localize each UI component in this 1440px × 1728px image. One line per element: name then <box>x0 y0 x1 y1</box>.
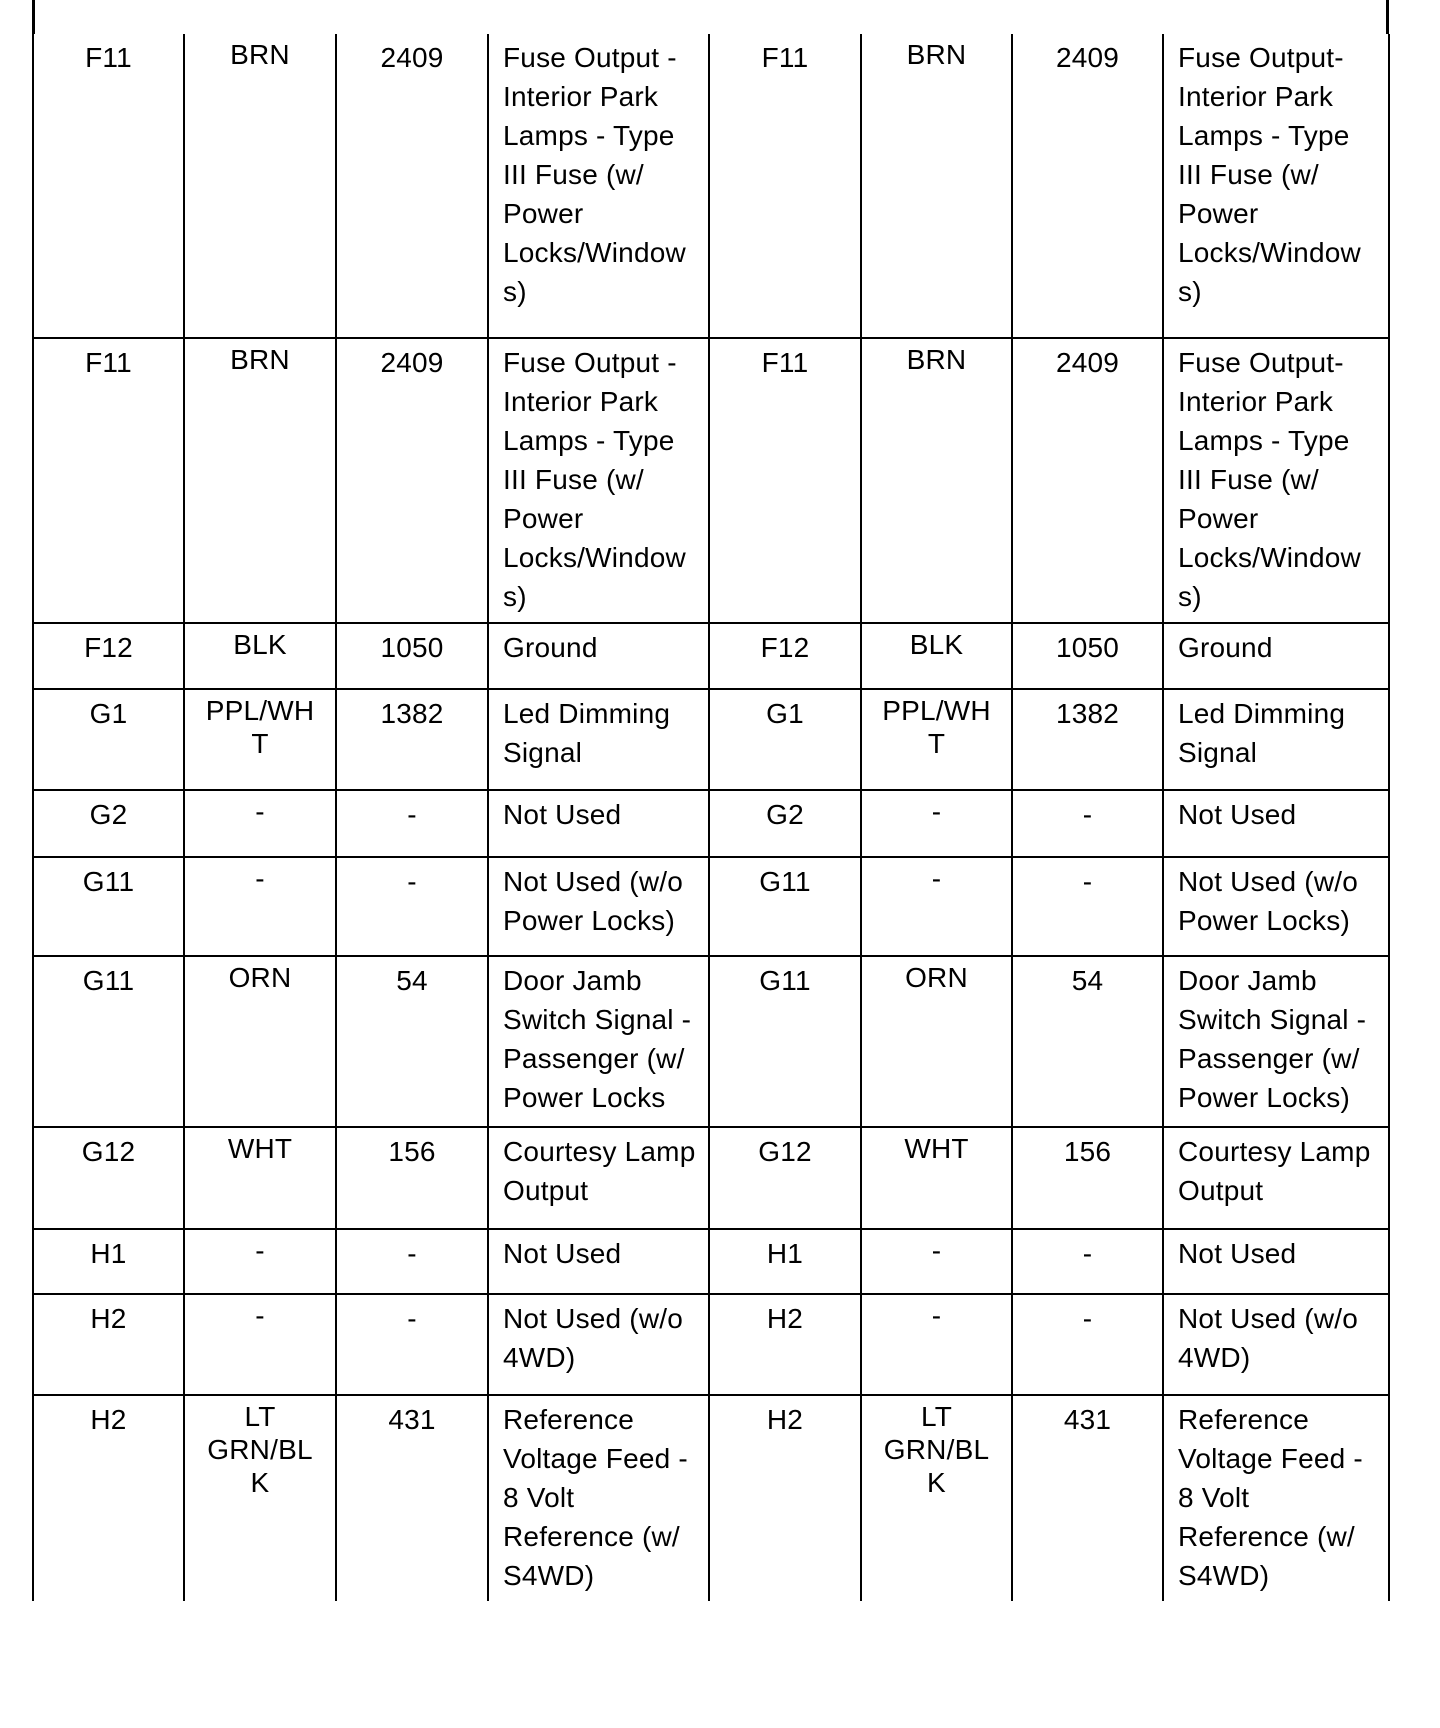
table-row <box>33 1127 1389 1229</box>
right-wire-color-cell: PPL/WH T <box>861 689 1012 790</box>
right-wire-color-cell: BRN <box>861 338 1012 623</box>
table-body <box>33 34 1389 1601</box>
left-pin-cell: H2 <box>33 1395 184 1601</box>
right-circuit-number-cell: 1050 <box>1012 623 1163 689</box>
right-function-cell: Fuse Output- Interior Park Lamps - Type III Fuse (w/ Power Locks/Window s) <box>1163 34 1389 338</box>
left-function-cell: Led Dimming Signal <box>488 689 709 790</box>
left-wire-color-cell: - <box>184 857 336 956</box>
left-function-cell: Courtesy Lamp Output <box>488 1127 709 1229</box>
right-wire-color-cell: ORN <box>861 956 1012 1127</box>
table-row <box>33 1294 1389 1395</box>
left-pin-cell: G2 <box>33 790 184 857</box>
right-pin-cell: H2 <box>709 1395 861 1601</box>
left-pin-cell: G11 <box>33 857 184 956</box>
right-wire-color-cell: LT GRN/BL K <box>861 1395 1012 1601</box>
left-wire-color-cell: - <box>184 1294 336 1395</box>
right-wire-color-cell: BRN <box>861 34 1012 338</box>
right-pin-cell: F11 <box>709 34 861 338</box>
left-circuit-number-cell: 2409 <box>336 34 488 338</box>
table-row <box>33 1395 1389 1601</box>
table-row <box>33 857 1389 956</box>
left-circuit-number-cell: 1050 <box>336 623 488 689</box>
left-wire-color-cell: WHT <box>184 1127 336 1229</box>
left-circuit-number-cell: 156 <box>336 1127 488 1229</box>
left-wire-color-cell: ORN <box>184 956 336 1127</box>
right-pin-cell: F11 <box>709 338 861 623</box>
table-row <box>33 338 1389 623</box>
table-top-border-stub <box>1386 0 1389 34</box>
left-wire-color-cell: BRN <box>184 34 336 338</box>
table-row <box>33 956 1389 1127</box>
left-wire-color-cell: - <box>184 1229 336 1294</box>
right-wire-color-cell: - <box>861 1229 1012 1294</box>
left-pin-cell: F11 <box>33 34 184 338</box>
left-pin-cell: G12 <box>33 1127 184 1229</box>
right-circuit-number-cell: 156 <box>1012 1127 1163 1229</box>
right-circuit-number-cell: - <box>1012 1294 1163 1395</box>
left-function-cell: Ground <box>488 623 709 689</box>
table-top-border-stub <box>32 0 35 34</box>
right-function-cell: Fuse Output- Interior Park Lamps - Type III Fuse (w/ Power Locks/Window s) <box>1163 338 1389 623</box>
right-circuit-number-cell: 431 <box>1012 1395 1163 1601</box>
right-pin-cell: H1 <box>709 1229 861 1294</box>
left-pin-cell: F12 <box>33 623 184 689</box>
left-function-cell: Not Used <box>488 1229 709 1294</box>
table-row <box>33 790 1389 857</box>
left-wire-color-cell: BRN <box>184 338 336 623</box>
right-function-cell: Not Used <box>1163 1229 1389 1294</box>
left-wire-color-cell: BLK <box>184 623 336 689</box>
right-wire-color-cell: - <box>861 857 1012 956</box>
right-function-cell: Ground <box>1163 623 1389 689</box>
right-wire-color-cell: WHT <box>861 1127 1012 1229</box>
table-row <box>33 689 1389 790</box>
right-circuit-number-cell: 2409 <box>1012 338 1163 623</box>
left-function-cell: Fuse Output - Interior Park Lamps - Type III Fuse (w/ Power Locks/Window s) <box>488 338 709 623</box>
right-function-cell: Door Jamb Switch Signal - Passenger (w/ Power Locks) <box>1163 956 1389 1127</box>
right-wire-color-cell: BLK <box>861 623 1012 689</box>
left-function-cell: Not Used (w/o 4WD) <box>488 1294 709 1395</box>
right-pin-cell: G1 <box>709 689 861 790</box>
right-circuit-number-cell: - <box>1012 790 1163 857</box>
left-function-cell: Reference Voltage Feed - 8 Volt Reference (w/ S4WD) <box>488 1395 709 1601</box>
right-circuit-number-cell: - <box>1012 1229 1163 1294</box>
left-circuit-number-cell: 1382 <box>336 689 488 790</box>
right-wire-color-cell: - <box>861 1294 1012 1395</box>
table-row <box>33 1229 1389 1294</box>
left-pin-cell: G11 <box>33 956 184 1127</box>
right-pin-cell: G12 <box>709 1127 861 1229</box>
right-function-cell: Reference Voltage Feed - 8 Volt Reference (w/ S4WD) <box>1163 1395 1389 1601</box>
right-circuit-number-cell: 54 <box>1012 956 1163 1127</box>
right-pin-cell: G2 <box>709 790 861 857</box>
left-circuit-number-cell: - <box>336 1229 488 1294</box>
right-function-cell: Not Used (w/o Power Locks) <box>1163 857 1389 956</box>
left-pin-cell: H2 <box>33 1294 184 1395</box>
left-wire-color-cell: PPL/WH T <box>184 689 336 790</box>
right-function-cell: Not Used <box>1163 790 1389 857</box>
left-circuit-number-cell: - <box>336 1294 488 1395</box>
left-pin-cell: H1 <box>33 1229 184 1294</box>
left-circuit-number-cell: - <box>336 857 488 956</box>
left-circuit-number-cell: - <box>336 790 488 857</box>
left-circuit-number-cell: 2409 <box>336 338 488 623</box>
right-pin-cell: G11 <box>709 857 861 956</box>
right-circuit-number-cell: 2409 <box>1012 34 1163 338</box>
table-row <box>33 34 1389 338</box>
table-row <box>33 623 1389 689</box>
right-pin-cell: F12 <box>709 623 861 689</box>
right-pin-cell: G11 <box>709 956 861 1127</box>
right-function-cell: Not Used (w/o 4WD) <box>1163 1294 1389 1395</box>
right-circuit-number-cell: 1382 <box>1012 689 1163 790</box>
connector-pinout-table <box>32 34 1390 1601</box>
left-function-cell: Door Jamb Switch Signal - Passenger (w/ Power Locks <box>488 956 709 1127</box>
left-pin-cell: G1 <box>33 689 184 790</box>
left-function-cell: Fuse Output - Interior Park Lamps - Type III Fuse (w/ Power Locks/Window s) <box>488 34 709 338</box>
right-function-cell: Courtesy Lamp Output <box>1163 1127 1389 1229</box>
right-circuit-number-cell: - <box>1012 857 1163 956</box>
left-pin-cell: F11 <box>33 338 184 623</box>
left-wire-color-cell: - <box>184 790 336 857</box>
right-wire-color-cell: - <box>861 790 1012 857</box>
left-wire-color-cell: LT GRN/BL K <box>184 1395 336 1601</box>
right-pin-cell: H2 <box>709 1294 861 1395</box>
left-circuit-number-cell: 54 <box>336 956 488 1127</box>
left-circuit-number-cell: 431 <box>336 1395 488 1601</box>
left-function-cell: Not Used (w/o Power Locks) <box>488 857 709 956</box>
right-function-cell: Led Dimming Signal <box>1163 689 1389 790</box>
left-function-cell: Not Used <box>488 790 709 857</box>
